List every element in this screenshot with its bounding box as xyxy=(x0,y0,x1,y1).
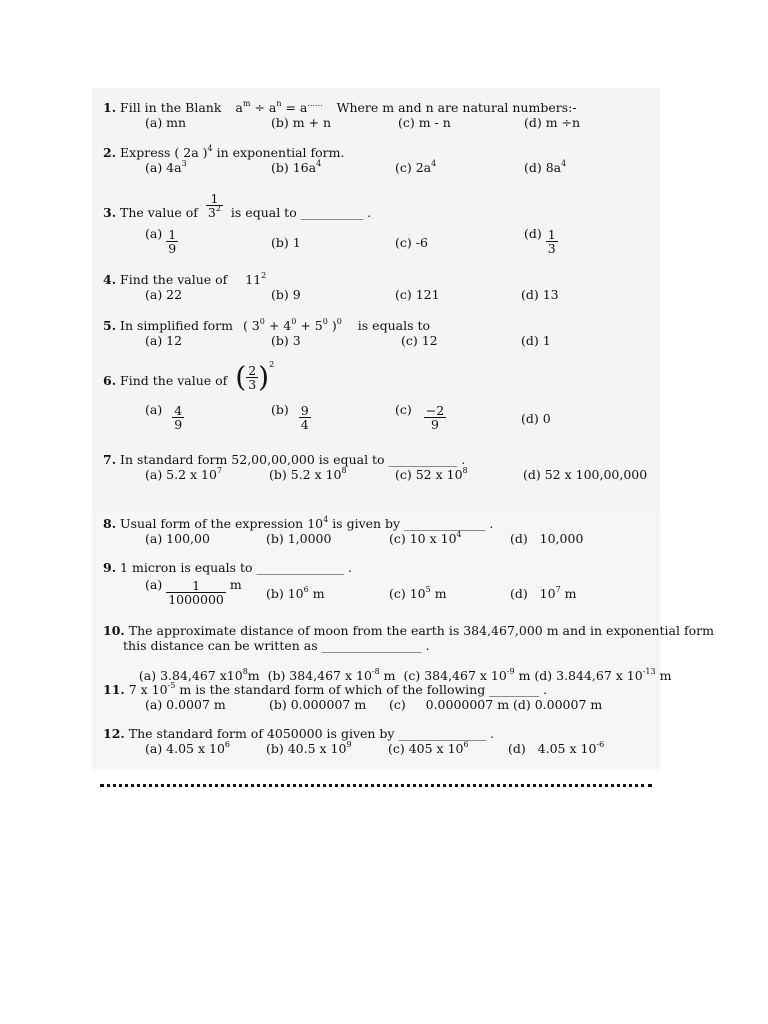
option-b: (b) 5.2 x $10^8$ xyxy=(269,466,347,482)
question-12 xyxy=(103,726,663,756)
option-a: (a) 4.05 x $10^6$ xyxy=(145,740,231,756)
question-text: The standard form of 4050000 is given by ______________ . xyxy=(128,726,494,741)
dotted-separator xyxy=(100,784,652,787)
question-text-tail: in exponential form. xyxy=(216,145,345,160)
option-c: (c) 121 xyxy=(395,287,440,302)
question-8 xyxy=(103,516,663,546)
option-c: (c) 405 x $10^6$ xyxy=(388,740,469,756)
options xyxy=(103,287,663,302)
option-b: (b) 1,0000 xyxy=(266,531,332,546)
question-text: Express ( 2a ) xyxy=(120,145,208,160)
option-b: (b) 9 xyxy=(271,287,301,302)
exponent: 4 xyxy=(323,515,329,524)
option-c: (c) $10^5$ m xyxy=(389,585,447,601)
question-number: 10. xyxy=(103,623,125,638)
option-d: (d) 0 xyxy=(521,411,551,426)
question-10 xyxy=(103,623,714,683)
option-d: (d) 13 xyxy=(521,287,559,302)
option-a: (a) $\frac{4}{9}$ xyxy=(145,402,183,432)
question-text: In standard form 52,00,00,000 is equal to ___________ . xyxy=(120,452,466,467)
question-1 xyxy=(103,100,663,130)
expression: $a^m \div a^n = a^{......}$ xyxy=(235,99,323,115)
option-a: (a) mn xyxy=(145,115,187,130)
question-text: The approximate distance of moon from the earth is 384,467,000 m and in exponential form xyxy=(128,623,714,638)
option-a: (a) $\frac{1}{9}$ xyxy=(145,226,177,256)
options xyxy=(103,160,663,175)
option-d: (d) 0.00007 m xyxy=(513,697,603,712)
option-d: (d) 1 xyxy=(521,333,551,348)
option-c: (c) -6 xyxy=(395,235,428,250)
option-b: (b) $\frac{9}{4}$ xyxy=(271,402,309,432)
option-b: (b) 0.000007 m xyxy=(269,697,367,712)
question-number: 9. xyxy=(103,560,117,575)
question-text-tail: is equals to xyxy=(357,318,431,333)
option-a: (a) $4a^3$ xyxy=(145,159,187,175)
question-text-line2: this distance can be written as ________________ . xyxy=(123,638,430,653)
option-b: (b) 1 xyxy=(271,235,301,250)
option-d: (d) 52 x 100,00,000 xyxy=(523,467,648,482)
question-number: 6. xyxy=(103,373,117,388)
options xyxy=(103,115,663,130)
options xyxy=(103,467,663,482)
question-5 xyxy=(103,318,663,348)
expression: ( $\frac{2}{3}$ )$^2$ xyxy=(235,360,275,394)
option-d: (d) $10^7$ m xyxy=(510,585,577,601)
question-11 xyxy=(103,682,663,712)
question-3 xyxy=(103,192,663,258)
option-b: (b) $10^6$ m xyxy=(266,585,325,601)
options xyxy=(103,579,663,609)
option-a: (a) 0.0007 m xyxy=(145,697,226,712)
question-number: 4. xyxy=(103,272,117,287)
option-c: (c) $\frac{-2}{9}$ xyxy=(395,402,445,432)
question-text-tail: is equal to __________ . xyxy=(230,205,372,220)
options xyxy=(103,697,663,712)
question-number: 1. xyxy=(103,100,117,115)
option-a: (a) 100,00 xyxy=(145,531,210,546)
option-c: (c) 10 x $10^4$ xyxy=(389,530,462,546)
option-b: (b) 3 xyxy=(271,333,301,348)
question-text: Usual form of the expression 10 xyxy=(120,516,324,531)
question-text-tail: is given by _____________ . xyxy=(332,516,494,531)
question-9 xyxy=(103,560,663,609)
question-text: Find the value of xyxy=(120,272,228,287)
question-6 xyxy=(103,360,663,434)
option-b: (b) 40.5 x $10^9$ xyxy=(266,740,352,756)
options xyxy=(103,228,663,258)
option-a: (a) 22 xyxy=(145,287,183,302)
exponent: -5 xyxy=(167,681,176,690)
question-text-tail: Where m and n are natural numbers:- xyxy=(336,100,577,115)
question-number: 8. xyxy=(103,516,117,531)
question-4 xyxy=(103,272,663,302)
question-text: The value of xyxy=(120,205,198,220)
expression: $11^2$ xyxy=(245,271,267,287)
options-inline: (a) 3.84,467 $x10^8m$ (b) 384,467 x $10^{-8}$ m (c) 384,467 x $10^{-9}$ m (d) 3.844,67 x $10^{-13}$ m xyxy=(138,667,672,683)
exponent: 4 xyxy=(207,144,213,153)
question-number: 2. xyxy=(103,145,117,160)
question-text: 1 micron is equals to ______________ . xyxy=(120,560,352,575)
fraction: $\frac{1}{3^2}$ xyxy=(207,191,221,220)
question-text: In simplified form xyxy=(120,318,233,333)
question-2 xyxy=(103,145,663,175)
option-d: (d) m ÷n xyxy=(524,115,581,130)
option-a: (a) $\frac{1}{1000000}$ m xyxy=(145,577,242,607)
option-a: (a) 12 xyxy=(145,333,183,348)
option-a: (a) 5.2 x $10^7$ xyxy=(145,466,223,482)
option-c: (c) 52 x $10^8$ xyxy=(395,466,468,482)
question-text: Fill in the Blank xyxy=(120,100,222,115)
option-c: (c) $2a^4$ xyxy=(395,159,437,175)
option-d: (d) $\frac{1}{3}$ xyxy=(524,226,556,256)
options xyxy=(103,404,663,434)
option-c: (c) 12 xyxy=(401,333,438,348)
option-d: (d) 10,000 xyxy=(510,531,584,546)
option-c: (c) 0.0000007 m xyxy=(389,697,510,712)
question-text: Find the value of xyxy=(120,373,228,388)
options xyxy=(103,531,663,546)
option-b: (b) $16a^4$ xyxy=(271,159,322,175)
option-c: (c) m - n xyxy=(398,115,451,130)
question-7 xyxy=(103,452,663,482)
question-text: 7 x 10 xyxy=(128,682,168,697)
question-text-tail: m is the standard form of which of the following ________ . xyxy=(179,682,548,697)
options xyxy=(103,333,663,348)
question-number: 12. xyxy=(103,726,125,741)
options xyxy=(103,741,663,756)
question-number: 7. xyxy=(103,452,117,467)
option-d: (d) $8a^4$ xyxy=(524,159,567,175)
question-number: 11. xyxy=(103,682,125,697)
question-number: 5. xyxy=(103,318,117,333)
question-number: 3. xyxy=(103,205,117,220)
expression: ( $3^0 + 4^0 + 5^0$ )$^0$ xyxy=(242,317,342,333)
option-b: (b) m + n xyxy=(271,115,332,130)
options xyxy=(103,653,672,683)
option-d: (d) 4.05 x $10^{-6}$ xyxy=(508,740,605,756)
